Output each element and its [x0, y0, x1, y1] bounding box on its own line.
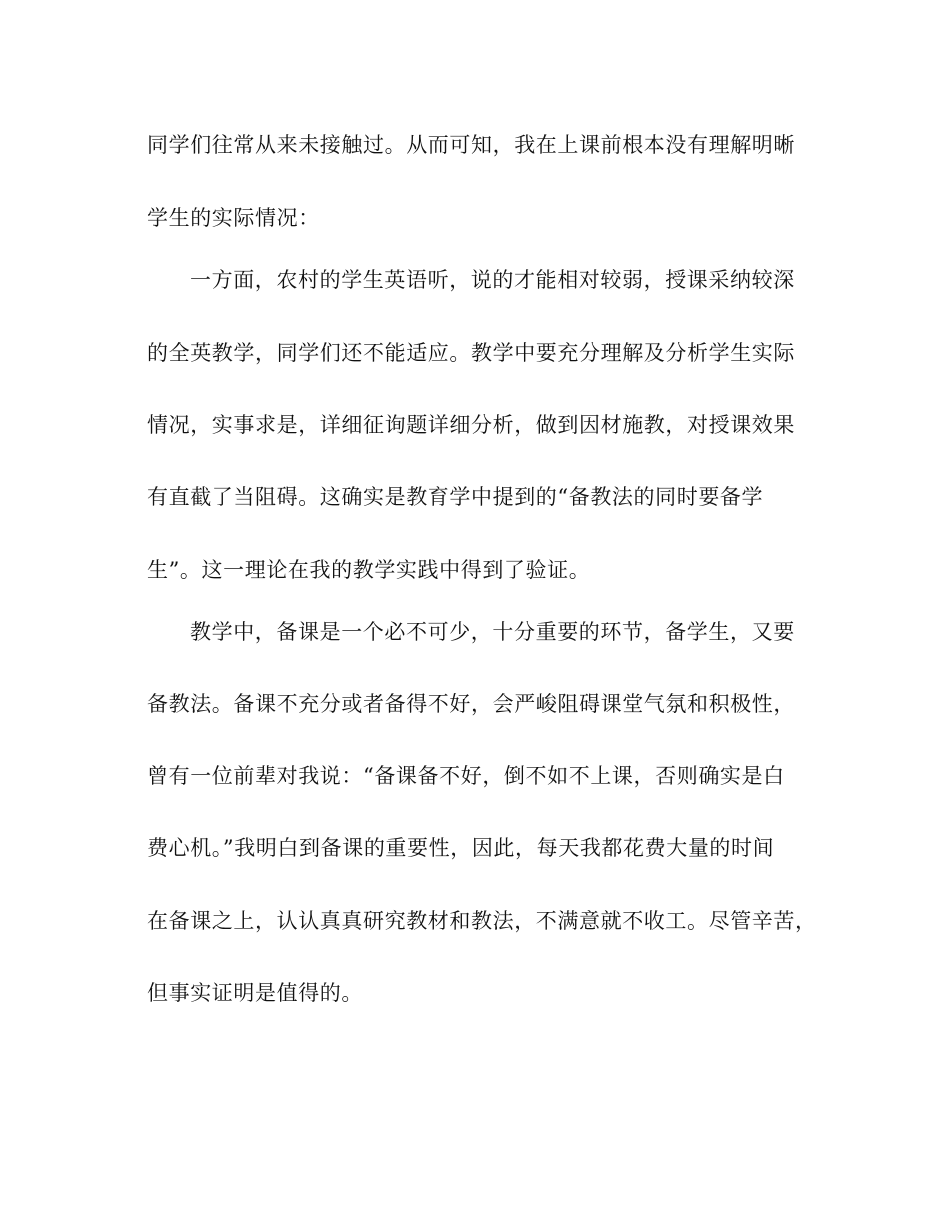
text-line: 情况，实事求是，详细征询题详细分析，做到因材施教，对授课效果 [147, 413, 795, 437]
text-line: 的全英教学，同学们还不能适应。教学中要充分理解及分析学生实际 [147, 341, 795, 365]
text-line: 生”。这一理论在我的教学实践中得到了验证。 [147, 558, 591, 582]
text-line: 费心机。”我明白到备课的重要性，因此，每天我都花费大量的时间 [147, 836, 775, 860]
text-line: 教学中，备课是一个必不可少，十分重要的环节，备学生，又要 [190, 620, 795, 644]
text-line: 曾有一位前辈对我说：“备课备不好，倒不如不上课，否则确实是白 [147, 764, 785, 788]
text-line: 在备课之上，认认真真研究教材和教法，不满意就不收工。尽管辛苦， [147, 909, 817, 933]
text-line: 备教法。备课不充分或者备得不好，会严峻阻碍课堂气氛和积极性， [147, 692, 795, 716]
text-line: 学生的实际情况： [147, 206, 320, 230]
text-line: 一方面，农村的学生英语听，说的才能相对较弱，授课采纳较深 [190, 268, 795, 292]
text-line: 有直截了当阻碍。这确实是教育学中提到的“备教法的同时要备学 [147, 485, 764, 509]
text-line: 同学们往常从来未接触过。从而可知，我在上课前根本没有理解明晰 [147, 133, 795, 157]
text-line: 但事实证明是值得的。 [147, 981, 363, 1005]
